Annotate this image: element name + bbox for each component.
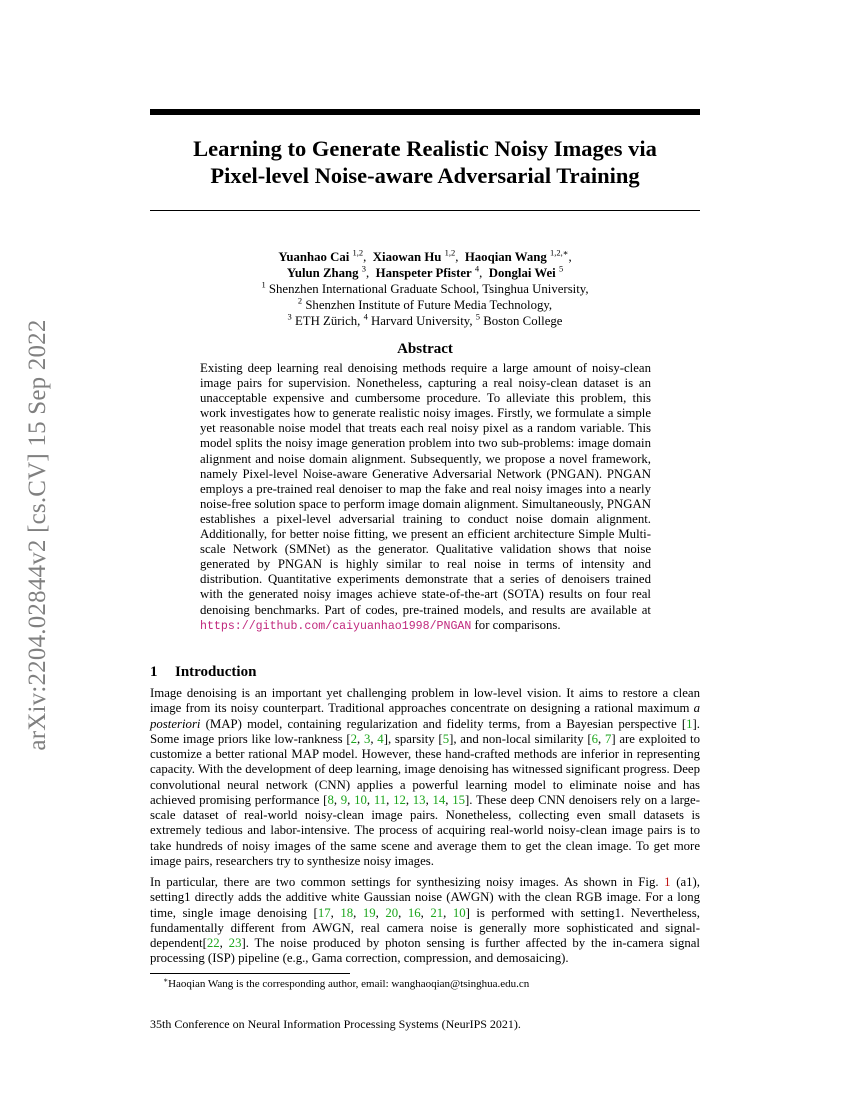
footnote-mark: ∗ (163, 975, 169, 985)
citation-link[interactable]: 1 (686, 716, 693, 731)
affiliation-text: Harvard University, (371, 314, 473, 328)
affiliation-text: ETH Zürich, (294, 314, 361, 328)
body-text-span: ] are exploited to customize a better rational MAP model. However, these hand-crafted methods are inferior in representing capacity. With the development of deep learning, image denoising has witnessed significant progress. Deep convolutional neural network (CNN) applies a powerful learning model to eliminate noise and has achieved promising performance [ (150, 731, 701, 807)
citation-link[interactable]: 2 (350, 731, 358, 746)
author-name: Hanspeter Pfister (375, 266, 472, 280)
citation-link[interactable]: 7 (604, 731, 612, 746)
affiliation-mark: 4 (363, 311, 368, 322)
affiliation-text: Shenzhen International Graduate School, Tsinghua University, (268, 282, 589, 296)
citation-link[interactable]: 16 (407, 905, 421, 920)
body-text-span: ]. The noise produced by photon sensing is further affected by the in-camera signal processing (ISP) pipeline (e.g., Gama correction, compression, and demosaicing). (150, 936, 700, 966)
section-title: Introduction (175, 664, 257, 680)
affiliation-line-3 (150, 313, 700, 329)
author-affiliation-mark: 3 (361, 263, 367, 274)
citation-link[interactable]: 23 (228, 936, 242, 950)
abstract-heading: Abstract (397, 341, 453, 357)
author-block (150, 249, 700, 329)
title-line-1: Learning to Generate Realistic Noisy Images via (193, 136, 657, 161)
citation-link[interactable]: 20 (385, 905, 399, 920)
citation-link[interactable]: 11 (373, 792, 387, 807)
affiliation-line-1 (150, 281, 700, 297)
citation-link[interactable]: 10 (354, 792, 367, 807)
abstract-body (200, 361, 651, 634)
body-text-span: Image denoising is an important yet challenging problem in low-level vision. It aims to restore a clean image from its noisy counterpart. Traditional approaches concentrate on designing a rational maximum (150, 686, 700, 716)
citation-link[interactable]: 15 (452, 792, 466, 807)
citation-link[interactable]: 13 (412, 792, 426, 807)
emphasis-text: a posteriori (150, 701, 701, 731)
affiliation-text: Boston College (483, 314, 563, 328)
title-bottom-rule (150, 210, 700, 211)
author-affiliation-mark: 4 (474, 263, 480, 274)
body-text-span: ], sparsity [ (383, 731, 443, 746)
author-affiliation-mark: 1,2 (352, 247, 364, 258)
body-text-span: (a1), setting1 directly adds the additive white Gaussian noise (AWGN) with the clean RGB image. For a long time, single image denoising [ (150, 875, 701, 920)
affiliation-text: Shenzhen Institute of Future Media Technology, (305, 298, 553, 312)
citation-link[interactable]: 19 (362, 905, 376, 920)
conference-notice: 35th Conference on Neural Information Processing Systems (NeurIPS 2021). (150, 1017, 521, 1031)
author-name: Yuanhao Cai (278, 250, 350, 264)
title-line-2: Pixel-level Noise-aware Adversarial Training (210, 163, 640, 188)
citation-link[interactable]: 12 (393, 792, 406, 807)
author-line-1: Yuanhao Cai $^{1,2}$, Xiaowan Hu $^{1,2}$, Haoqian Wang $^{1,2,∗}$, (278, 247, 572, 264)
author-affiliation-mark: 1,2 (444, 247, 456, 258)
affiliation-mark: 3 (287, 311, 292, 322)
author-name: Donglai Wei (488, 266, 556, 280)
body-paragraph-2: In particular, there are two common settings for synthesizing noisy images. As shown in Fig. 1 (a1), setting1 directly adds the additive white Gaussian noise (AWGN) with the clean RGB image. For a long time, single image denoising [17, 18, 19, 20, 16, 21, 10] is performed with setting1. Nevertheless, fundamentally different from AWGN, real camera noise is generally more sophisticated and signal-dependent[22, 23]. The noise produced by photon sensing is further affected by the in-camera signal processing (ISP) pipeline (e.g., Gama correction, compression, and demosaicing). (150, 875, 701, 966)
affiliation-mark: 2 (297, 295, 303, 306)
author-line-2: Yulun Zhang $^3$, Hanspeter Pfister $^4$, Donglai Wei $^5$ (286, 263, 564, 280)
citation-link[interactable]: 22 (206, 936, 220, 950)
body-text-span: In particular, there are two common settings for synthesizing noisy images. As shown in Fig. (150, 875, 659, 889)
abstract-text: Existing deep learning real denoising methods require a large amount of noisy-clean image pairs for supervision. Nonetheless, capturing a real noisy-clean dataset is an unacceptable expensive and cumbersome procedure. To alleviate this problem, this work investigates how to generate realistic noisy images. Firstly, we formulate a simple yet reasonable noise model that treats each real noisy pixel as a random variable. This model splits the noisy image generation problem into two sub-problems: image domain alignment and noise domain alignment. Subsequently, we propose a novel framework, namely Pixel-level Noise-aware Generative Adversarial Network (PNGAN). PNGAN employs a pre-trained real denoiser to map the fake and real noisy images into a nearly noise-free solution space to perform image domain alignment. Simultaneously, PNGAN establishes a pixel-level adversarial training to conduct noise domain alignment. Additionally, for better noise fitting, we present an efficient architecture Simple Multi-scale Network (SMNet) as the generator. Qualitative validation shows that noise generated by PNGAN is highly similar to real noise in terms of intensity and distribution. Quantitative experiments demonstrate that a series of denoisers trained with the generated noisy images achieve state-of-the-art (SOTA) results on four real denoising benchmarks. Part of codes, pre-trained models, and results are available at (200, 361, 651, 617)
footnote (163, 977, 529, 991)
affiliation-line-2 (150, 297, 700, 313)
citation-link[interactable]: 18 (340, 905, 354, 920)
citation-link[interactable]: 9 (340, 792, 348, 807)
body-text-span: (MAP) model, containing regularization and fidelity terms, from a Bayesian perspective [ (205, 716, 687, 731)
body-text-span: ]. Some image priors like low-rankness [ (150, 716, 700, 746)
author-name: Haoqian Wang (464, 250, 547, 264)
abstract-tail: for comparisons. (474, 617, 561, 632)
citation-link[interactable]: 14 (432, 792, 446, 807)
author-name: Yulun Zhang (286, 266, 359, 280)
body-paragraph-1: Image denoising is an important yet challenging problem in low-level vision. It aims to restore a clean image from its noisy counterpart. Traditional approaches concentrate on designing a rational maximum a posteriori (MAP) model, containing regularization and fidelity terms, from a Bayesian perspective [1]. Some image priors like low-rankness [2, 3, 4], sparsity [5], and non-local similarity [6, 7] are exploited to customize a better rational MAP model. However, these hand-crafted methods are inferior in representing capacity. With the development of deep learning, image denoising has witnessed significant progress. Deep convolutional neural network (CNN) applies a powerful learning model to eliminate noise and has achieved promising performance [8, 9, 10, 11, 12, 13, 14, 15]. These deep CNN denoisers rely on a large-scale dataset of real-world noisy-clean image pairs. Nonetheless, collecting even small datasets is extremely tedious and labor-intensive. The process of acquiring real-world noisy-clean image pairs is to take hundreds of noisy images of the same scene and average them to get the clean image. To get more image pairs, researchers try to synthesize noisy images. (150, 686, 701, 868)
author-affiliation-mark: 1,2,∗ (549, 247, 569, 258)
citation-link[interactable]: 10 (452, 905, 466, 920)
citation-link[interactable]: 17 (317, 905, 331, 920)
code-repository-link[interactable]: https://github.com/caiyuanhao1998/PNGAN (200, 619, 472, 633)
paper-title (150, 135, 700, 189)
body-text-span: ] is performed with setting1. Nevertheless, fundamentally different from AWGN, real camera noise is generally more sophisticated and signal-dependent[ (150, 905, 700, 950)
citation-link[interactable]: 5 (442, 731, 450, 746)
section-number: 1 (150, 664, 158, 680)
author-name: Xiaowan Hu (372, 250, 442, 264)
section-heading (150, 664, 256, 681)
citation-link[interactable]: 21 (430, 905, 444, 920)
body-text-span: ], and non-local similarity [ (449, 731, 592, 746)
arxiv-identifier-stamp: arXiv:2204.02844v2 [cs.CV] 15 Sep 2022 (24, 319, 51, 751)
citation-link[interactable]: 4 (377, 731, 384, 746)
citation-link[interactable]: 6 (591, 731, 599, 746)
body-text-span: ]. These deep CNN denoisers rely on a large-scale dataset of real-world noisy-clean image pairs. Nonetheless, collecting even small datasets is extremely tedious and labor-intensive. The process of acquiring real-world noisy-clean image pairs is to take hundreds of noisy images of the same scene and average them to get the clean image. To get more image pairs, researchers try to synthesize noisy images. (150, 792, 700, 868)
author-affiliation-mark: 5 (558, 263, 564, 274)
footnote-rule (150, 973, 350, 974)
abstract-paragraph (200, 361, 651, 634)
section-body (150, 686, 700, 973)
figure-reference-link[interactable]: 1 (664, 875, 671, 889)
citation-link[interactable]: 8 (327, 792, 334, 807)
affiliation-mark: 5 (475, 311, 480, 322)
footnote-text: Haoqian Wang is the corresponding author, email: wanghaoqian@tsinghua.edu.cn (168, 978, 530, 990)
title-top-rule (150, 109, 700, 115)
citation-link[interactable]: 3 (363, 731, 371, 746)
affiliation-mark: 1 (261, 279, 266, 290)
